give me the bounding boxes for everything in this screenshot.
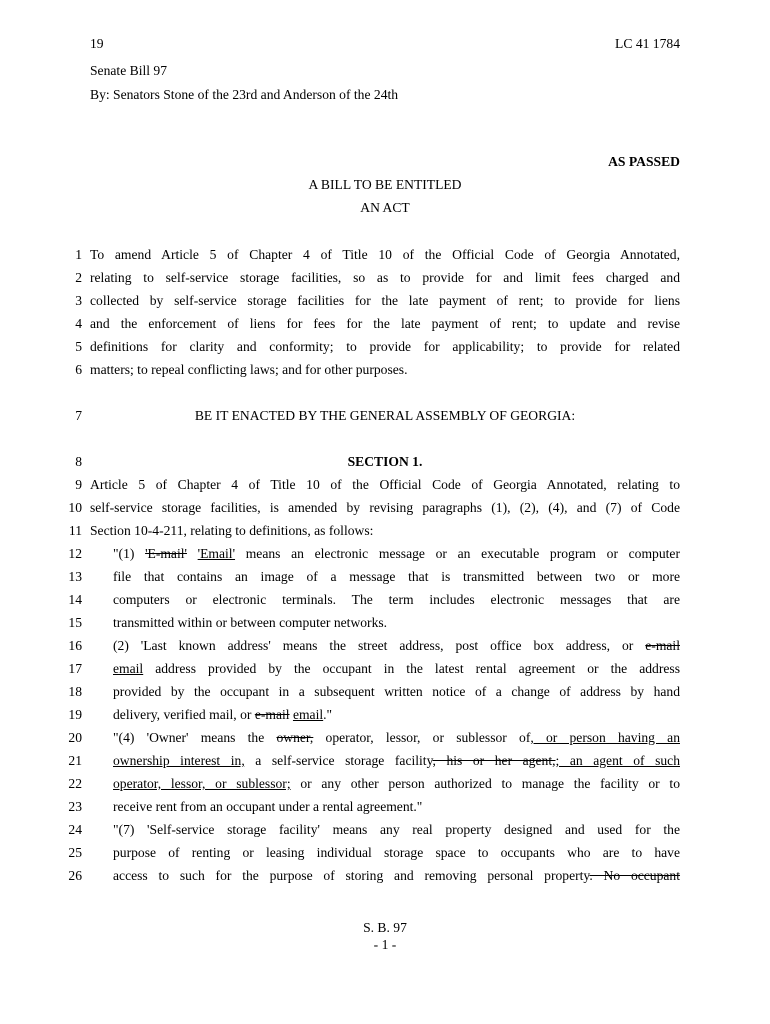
- line-text: receive rent from an occupant under a rental agreement.": [113, 799, 423, 814]
- line-number: 17: [68, 661, 82, 676]
- line-number: 12: [68, 546, 82, 561]
- bill-line: [0, 726, 770, 749]
- line-text: provided by the occupant in a subsequent written notice of a change of address by hand: [113, 684, 680, 699]
- line-number: 21: [68, 753, 82, 768]
- footer-page-number: - 1 -: [373, 937, 397, 952]
- bill-line: [0, 519, 770, 542]
- inserted-text: email: [113, 661, 144, 676]
- inserted-text: email: [292, 707, 324, 722]
- line-text: transmitted within or between computer networks.: [113, 615, 388, 630]
- line-text: definitions for clarity and conformity; to provide for applicability; to provide for related: [90, 339, 680, 354]
- bill-line: [0, 703, 770, 726]
- line-text: matters; to repeal conflicting laws; and for other purposes.: [90, 362, 408, 377]
- inserted-text: ; an agent of such: [555, 753, 680, 768]
- bill-number: Senate Bill 97: [90, 63, 168, 78]
- line-text: file that contains an image of a message that is transmitted between two or more: [113, 569, 680, 584]
- text-run: "(1): [113, 546, 146, 561]
- line-number: 11: [68, 523, 82, 538]
- line-number: 4: [75, 316, 82, 331]
- text-run: operator, lessor, or sublessor of: [313, 730, 531, 745]
- enacting-clause-line: [0, 404, 770, 427]
- line-text: computers or electronic terminals. The term includes electronic messages that are: [113, 592, 680, 607]
- line-text: Section 10-4-211, relating to definitions, as follows:: [90, 523, 374, 538]
- struck-text: e-mail: [645, 638, 680, 653]
- line-text: relating to self-service storage facilities, so as to provide for and limit fees charged and: [90, 270, 680, 285]
- line-number: 16: [68, 638, 82, 653]
- struck-text: , his or her agent,: [432, 753, 556, 768]
- bill-line: [0, 657, 770, 680]
- bill-title-line-1: A BILL TO BE ENTITLED: [308, 177, 462, 192]
- text-run: means an electronic message or an executable program or computer: [235, 546, 680, 561]
- line-text: self-service storage facilities, is amended by revising paragraphs (1), (2), (4), and (7) of Code: [90, 500, 680, 515]
- sponsors-line: By: Senators Stone of the 23rd and Anderson of the 24th: [90, 87, 399, 102]
- text-run: [187, 546, 198, 561]
- line-number: 7: [75, 408, 82, 423]
- bill-line: [0, 335, 770, 358]
- line-text: [113, 749, 680, 772]
- line-number: 2: [75, 270, 82, 285]
- line-text: and the enforcement of liens for fees for the late payment of rent; to update and revise: [90, 316, 680, 331]
- line-number: 13: [68, 569, 82, 584]
- line-text: purpose of renting or leasing individual storage space to occupants who are to have: [113, 845, 680, 860]
- bill-line: [0, 289, 770, 312]
- lc-number: LC 41 1784: [615, 36, 680, 51]
- line-number: 10: [68, 500, 82, 515]
- line-text: "(7) 'Self-service storage facility' means any real property designed and used for the: [113, 822, 680, 837]
- line-text: [113, 772, 680, 795]
- line-number: 1: [75, 247, 82, 262]
- footer-bill-number: S. B. 97: [363, 920, 407, 935]
- bill-line: [0, 496, 770, 519]
- text-run: a self-service storage facility: [244, 753, 433, 768]
- bill-title-line-2: AN ACT: [360, 200, 410, 215]
- line-number: 19: [68, 707, 82, 722]
- struck-text: 'E-mail': [145, 546, 187, 561]
- bill-line: [0, 634, 770, 657]
- bill-line: [0, 243, 770, 266]
- inserted-text: ownership interest in,: [113, 753, 245, 768]
- line-number: 23: [68, 799, 82, 814]
- line-text: [113, 864, 680, 887]
- struck-text: owner,: [276, 730, 314, 745]
- bill-line: [0, 473, 770, 496]
- inserted-text: , or person having an: [530, 730, 680, 745]
- line-text: [113, 634, 680, 657]
- line-text: [113, 542, 680, 565]
- line-text: Article 5 of Chapter 4 of Title 10 of the Official Code of Georgia Annotated, relating to: [90, 477, 680, 492]
- bill-line: [0, 749, 770, 772]
- line-text: [113, 703, 680, 726]
- text-run: address provided by the occupant in the latest rental agreement or the address: [143, 661, 680, 676]
- bill-line: [0, 795, 770, 818]
- bill-line: [0, 611, 770, 634]
- bill-line: [0, 358, 770, 381]
- line-number: 22: [68, 776, 82, 791]
- line-number: 14: [68, 592, 82, 607]
- bill-line: [0, 818, 770, 841]
- enacting-clause: BE IT ENACTED BY THE GENERAL ASSEMBLY OF GEORGIA:: [194, 408, 576, 423]
- line-text: [113, 657, 680, 680]
- bill-line: [0, 841, 770, 864]
- struck-text: . No occupant: [589, 868, 681, 883]
- text-run: access to such for the purpose of storing and removing personal property: [113, 868, 590, 883]
- bill-line: [0, 680, 770, 703]
- line-text: collected by self-service storage facilities for the late payment of rent; to provide for liens: [90, 293, 680, 308]
- line-number: 6: [75, 362, 82, 377]
- inserted-text: operator, lessor, or sublessor;: [113, 776, 291, 791]
- bill-line: [0, 588, 770, 611]
- bill-line: [0, 565, 770, 588]
- section-heading-line: [0, 450, 770, 473]
- section-heading: SECTION 1.: [347, 454, 423, 469]
- bill-line: [0, 864, 770, 887]
- bill-line: [0, 266, 770, 289]
- line-text: [113, 726, 680, 749]
- line-number: 25: [68, 845, 82, 860]
- text-run: (2) 'Last known address' means the street address, post office box address, or: [113, 638, 646, 653]
- line-number: 15: [68, 615, 82, 630]
- line-number: 18: [68, 684, 82, 699]
- inserted-text: 'Email': [197, 546, 236, 561]
- line-number: 5: [75, 339, 82, 354]
- bill-line: [0, 772, 770, 795]
- line-number: 26: [68, 868, 82, 883]
- text-run: delivery, verified mail, or: [113, 707, 255, 722]
- line-number: 9: [75, 477, 82, 492]
- line-number: 8: [75, 454, 82, 469]
- line-text: To amend Article 5 of Chapter 4 of Title 10 of the Official Code of Georgia Annotated,: [90, 247, 680, 262]
- struck-text: e-mail: [254, 707, 290, 722]
- bill-line: [0, 542, 770, 565]
- line-number: 24: [68, 822, 82, 837]
- text-run: .": [323, 707, 333, 722]
- text-run: or any other person authorized to manage the facility or to: [290, 776, 680, 791]
- line-number: 3: [75, 293, 82, 308]
- status-as-passed: AS PASSED: [608, 154, 680, 169]
- bill-line: [0, 312, 770, 335]
- line-number: 20: [68, 730, 82, 745]
- text-run: "(4) 'Owner' means the: [113, 730, 277, 745]
- session-number: 19: [90, 36, 104, 51]
